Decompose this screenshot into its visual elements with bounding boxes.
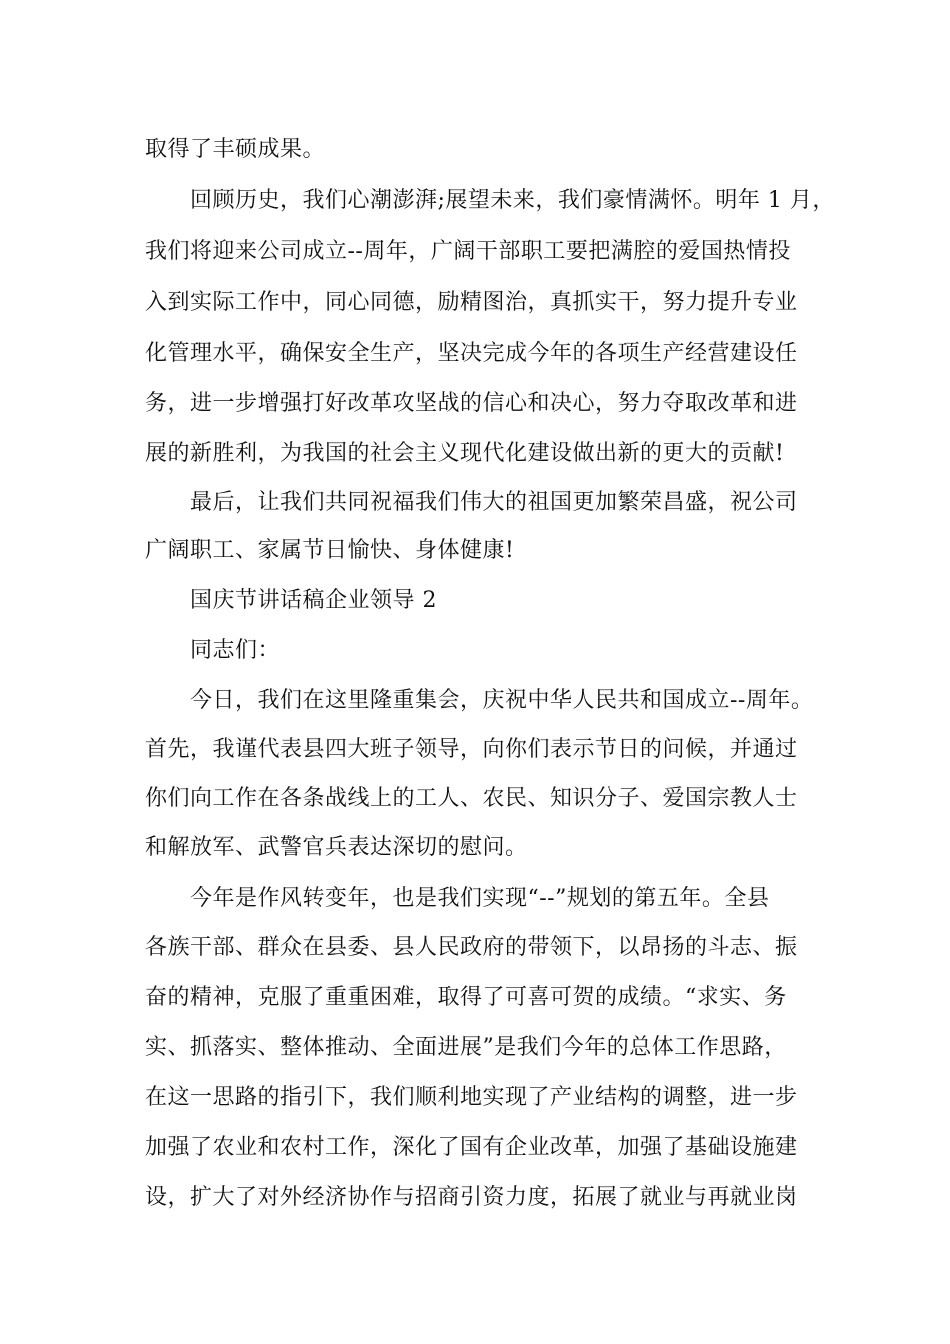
text-line: 奋的精神，克服了重重困难，取得了可喜可贺的成绩。“求实、务: [145, 985, 787, 1010]
text-line: 我们将迎来公司成立--周年，广阔干部职工要把满腔的爱国热情投: [145, 239, 791, 264]
text-line: 首先，我谨代表县四大班子领导，向你们表示节日的问候，并通过: [145, 737, 798, 762]
text-line: 加强了农业和农村工作，深化了国有企业改革，加强了基础设施建: [145, 1135, 798, 1160]
text-line: 取得了丰硕成果。: [145, 137, 326, 162]
section-title: 国庆节讲话稿企业领导 2: [190, 588, 437, 613]
text-line: 展的新胜利，为我国的社会主义现代化建设做出新的更大的贡献!: [145, 441, 785, 466]
text-line: 各族干部、群众在县委、县人民政府的带领下，以昂扬的斗志、振: [145, 935, 798, 960]
text-line: 入到实际工作中，同心同德，励精图治，真抓实干，努力提升专业: [145, 290, 798, 315]
text-line: 务，进一步增强打好改革攻坚战的信心和决心，努力夺取改革和进: [145, 391, 798, 416]
text-line: 设，扩大了对外经济协作与招商引资力度，拓展了就业与再就业岗: [145, 1185, 798, 1210]
salutation: 同志们：: [190, 638, 281, 663]
text-line: 化管理水平，确保安全生产，坚决完成今年的各项生产经营建设任: [145, 341, 798, 366]
text-line: 今年是作风转变年，也是我们实现“--”规划的第五年。全县: [190, 886, 770, 911]
text-line: 在这一思路的指引下，我们顺利地实现了产业结构的调整，进一步: [145, 1085, 798, 1110]
text-line: 你们向工作在各条战线上的工人、农民、知识分子、爱国宗教人士: [145, 786, 798, 811]
text-line: 回顾历史，我们心潮澎湃;展望未来，我们豪情满怀。明年 1 月，: [190, 188, 835, 213]
text-line: 今日，我们在这里隆重集会，庆祝中华人民共和国成立--周年。: [190, 688, 814, 713]
text-line: 实、抓落实、整体推动、全面进展”是我们今年的总体工作思路，: [145, 1035, 787, 1060]
text-line: 和解放军、武警官兵表达深切的慰问。: [145, 835, 528, 860]
text-line: 广阔职工、家属节日愉快、身体健康!: [145, 538, 515, 563]
text-line: 最后，让我们共同祝福我们伟大的祖国更加繁荣昌盛，祝公司: [190, 490, 798, 515]
